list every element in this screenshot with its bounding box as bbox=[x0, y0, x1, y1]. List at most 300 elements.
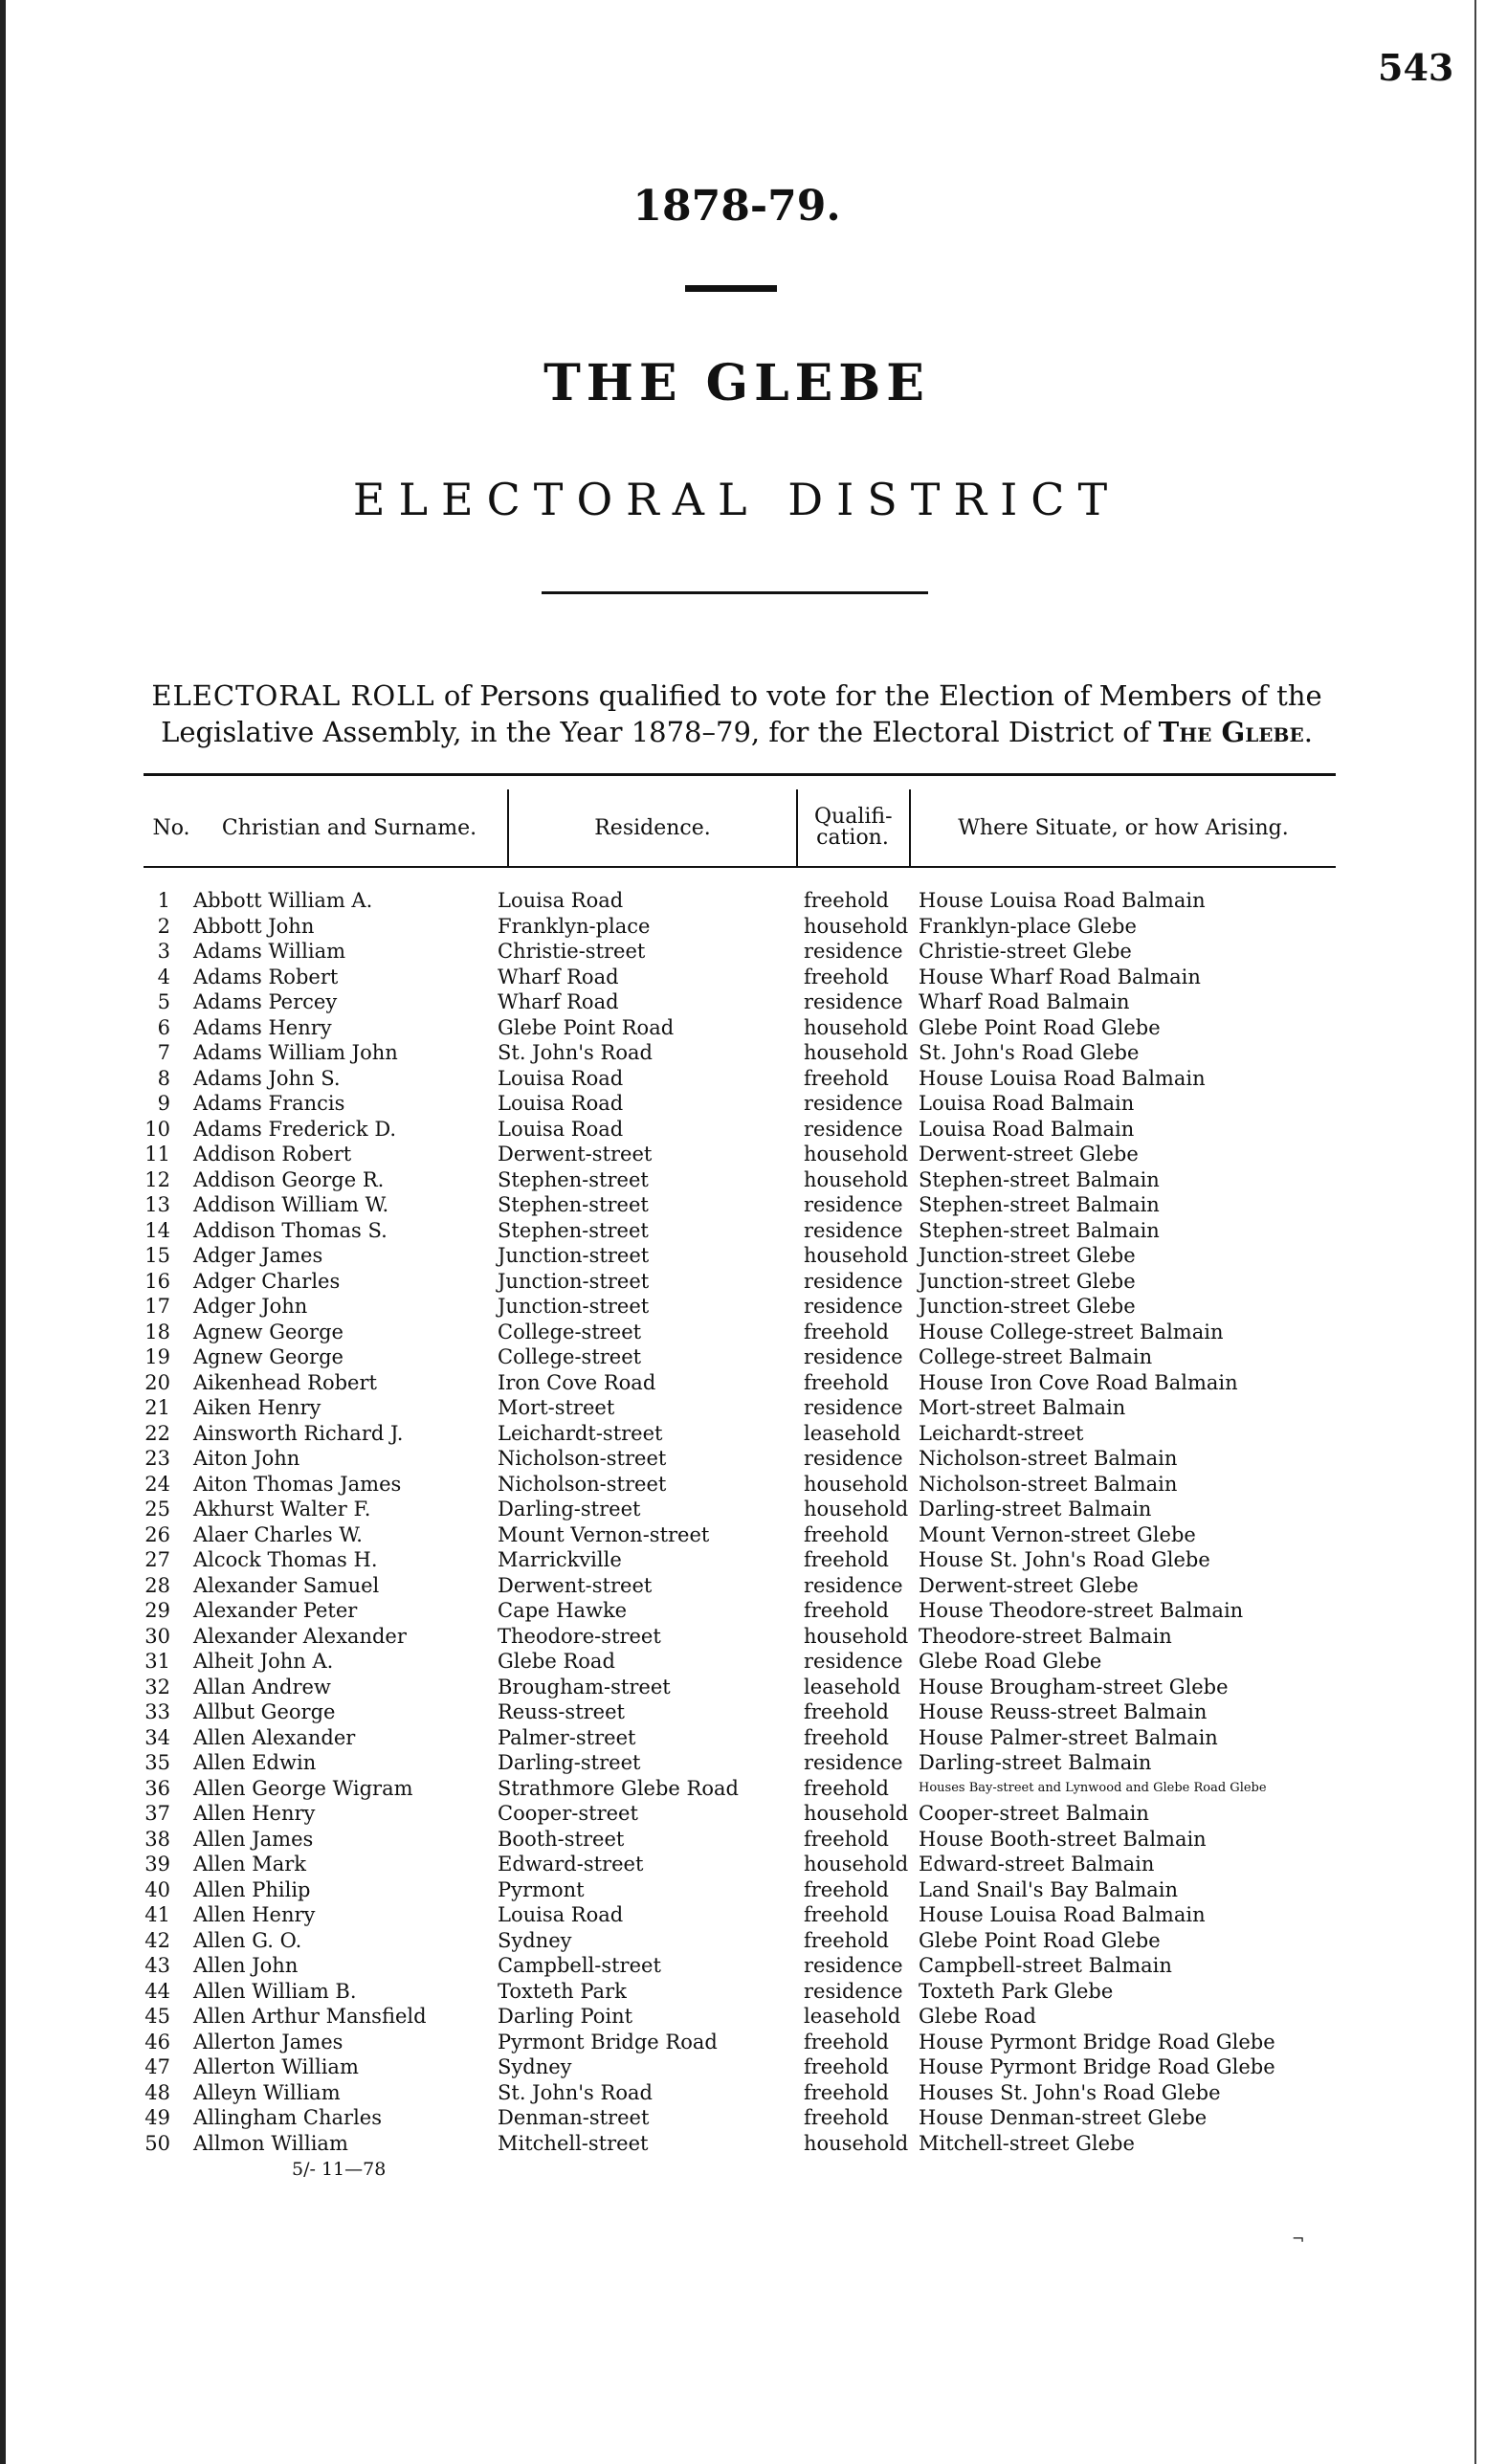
row-qualification: freehold bbox=[804, 1700, 889, 1723]
intro-text: of Persons qualified to vote for the Election of Members of the Legislative Assembly, in the Year 1878–79, for the Electoral District of bbox=[161, 679, 1322, 748]
row-number: 48 bbox=[144, 2080, 170, 2104]
row-residence: Louisa Road bbox=[498, 1117, 624, 1141]
row-where-situate: Junction-street Glebe bbox=[919, 1244, 1136, 1267]
row-qualification: household bbox=[804, 1853, 909, 1876]
row-number: 8 bbox=[157, 1066, 170, 1090]
row-number: 38 bbox=[144, 1827, 170, 1851]
table-row bbox=[0, 1675, 1474, 1700]
row-residence: Pyrmont bbox=[498, 1877, 585, 1901]
table-row bbox=[0, 1547, 1474, 1573]
row-name: Agnew George bbox=[193, 1320, 344, 1343]
row-name: Ainsworth Richard J. bbox=[193, 1421, 404, 1445]
row-number: 27 bbox=[144, 1548, 170, 1571]
row-number: 47 bbox=[144, 2055, 170, 2078]
row-residence: Booth-street bbox=[498, 1827, 625, 1851]
row-where-situate: House Denman-street Glebe bbox=[919, 2106, 1208, 2129]
row-number: 28 bbox=[144, 1573, 170, 1597]
row-residence: Denman-street bbox=[498, 2106, 650, 2129]
table-row bbox=[0, 1091, 1474, 1117]
row-residence: Derwent-street bbox=[498, 1573, 653, 1597]
row-name: Abbott John bbox=[193, 914, 315, 938]
row-where-situate: St. John's Road Glebe bbox=[919, 1041, 1140, 1064]
row-name: Alleyn William bbox=[193, 2080, 341, 2104]
table-row bbox=[0, 1979, 1474, 2005]
row-name: Allen William B. bbox=[193, 1979, 357, 2003]
table-row bbox=[0, 1649, 1474, 1675]
row-qualification: household bbox=[804, 2131, 909, 2155]
row-where-situate: Franklyn-place Glebe bbox=[919, 914, 1137, 938]
row-qualification: freehold bbox=[804, 1776, 889, 1800]
table-row bbox=[0, 1421, 1474, 1447]
row-name: Allingham Charles bbox=[193, 2106, 382, 2129]
table-row bbox=[0, 1928, 1474, 1954]
row-residence: Glebe Road bbox=[498, 1650, 615, 1673]
row-residence: Brougham-street bbox=[498, 1675, 671, 1698]
row-residence: Strathmore Glebe Road bbox=[498, 1776, 739, 1800]
row-number: 45 bbox=[144, 2005, 170, 2028]
row-qualification: freehold bbox=[804, 1548, 889, 1571]
row-number: 16 bbox=[144, 1269, 170, 1293]
row-residence: Darling Point bbox=[498, 2005, 633, 2028]
row-where-situate: House Booth-street Balmain bbox=[919, 1827, 1207, 1851]
row-name: Allen Henry bbox=[193, 1903, 316, 1926]
row-name: Adams William John bbox=[193, 1041, 398, 1064]
row-number: 10 bbox=[144, 1117, 170, 1141]
row-number: 44 bbox=[144, 1979, 170, 2003]
row-name: Adams Henry bbox=[193, 1015, 332, 1039]
row-number: 13 bbox=[144, 1193, 170, 1216]
intro-prefix: ELECTORAL ROLL bbox=[151, 679, 435, 712]
row-name: Alaer Charles W. bbox=[193, 1522, 363, 1546]
table-row bbox=[0, 2131, 1474, 2157]
row-residence: Sydney bbox=[498, 2055, 572, 2078]
row-residence: Louisa Road bbox=[498, 1903, 624, 1926]
table-row bbox=[0, 1218, 1474, 1244]
row-where-situate: Stephen-street Balmain bbox=[919, 1193, 1160, 1216]
row-number: 15 bbox=[144, 1244, 170, 1267]
row-name: Allen G. O. bbox=[193, 1928, 302, 1952]
row-where-situate: Glebe Point Road Glebe bbox=[919, 1928, 1161, 1952]
row-number: 37 bbox=[144, 1802, 170, 1825]
row-number: 29 bbox=[144, 1599, 170, 1622]
row-where-situate: Edward-street Balmain bbox=[919, 1853, 1155, 1876]
row-qualification: residence bbox=[804, 1954, 903, 1977]
row-number: 9 bbox=[157, 1092, 170, 1115]
row-residence: Stephen-street bbox=[498, 1218, 649, 1242]
table-row bbox=[0, 1852, 1474, 1877]
row-residence: Junction-street bbox=[498, 1295, 650, 1318]
row-number: 23 bbox=[144, 1447, 170, 1470]
row-where-situate: Glebe Point Road Glebe bbox=[919, 1015, 1161, 1039]
row-where-situate: Houses St. John's Road Glebe bbox=[919, 2080, 1221, 2104]
row-qualification: leasehold bbox=[804, 1675, 901, 1698]
row-number: 32 bbox=[144, 1675, 170, 1698]
row-where-situate: House College-street Balmain bbox=[919, 1320, 1224, 1343]
row-where-situate: Leichardt-street bbox=[919, 1421, 1084, 1445]
row-residence: Stephen-street bbox=[498, 1193, 649, 1216]
row-qualification: freehold bbox=[804, 1827, 889, 1851]
roll-table-body bbox=[0, 888, 1474, 2156]
row-where-situate: Derwent-street Glebe bbox=[919, 1143, 1139, 1165]
row-name: Allen Alexander bbox=[193, 1725, 356, 1749]
table-row bbox=[0, 1117, 1474, 1143]
row-name: Allen Arthur Mansfield bbox=[193, 2005, 427, 2028]
row-name: Adams Robert bbox=[193, 965, 339, 988]
row-name: Aiken Henry bbox=[193, 1396, 321, 1419]
row-number: 4 bbox=[157, 965, 170, 988]
row-number: 46 bbox=[144, 2030, 170, 2053]
row-residence: Nicholson-street bbox=[498, 1472, 667, 1496]
table-row bbox=[0, 2105, 1474, 2131]
row-qualification: leasehold bbox=[804, 1421, 901, 1445]
row-qualification: freehold bbox=[804, 1522, 889, 1546]
table-row bbox=[0, 1370, 1474, 1396]
row-qualification: freehold bbox=[804, 1877, 889, 1901]
row-number: 49 bbox=[144, 2106, 170, 2129]
table-row bbox=[0, 1522, 1474, 1548]
table-row bbox=[0, 1624, 1474, 1650]
row-where-situate: House Louisa Road Balmain bbox=[919, 1066, 1206, 1090]
row-qualification: household bbox=[804, 1041, 909, 1064]
row-where-situate: House Louisa Road Balmain bbox=[919, 889, 1206, 912]
district-subtitle: ELECTORAL DISTRICT bbox=[352, 474, 1121, 525]
row-name: Agnew George bbox=[193, 1345, 344, 1368]
row-where-situate: Stephen-street Balmain bbox=[919, 1167, 1160, 1191]
row-where-situate: Darling-street Balmain bbox=[919, 1751, 1152, 1774]
table-row bbox=[0, 1472, 1474, 1498]
row-where-situate: Darling-street Balmain bbox=[919, 1498, 1152, 1521]
row-qualification: residence bbox=[804, 940, 903, 963]
row-name: Adams Percey bbox=[193, 990, 338, 1013]
table-row bbox=[0, 2080, 1474, 2106]
header-no: No. bbox=[152, 815, 190, 840]
row-qualification: residence bbox=[804, 1751, 903, 1774]
row-qualification: residence bbox=[804, 1218, 903, 1242]
row-residence: Wharf Road bbox=[498, 990, 619, 1013]
row-qualification: residence bbox=[804, 1345, 903, 1368]
stray-mark: ¬ bbox=[1292, 2230, 1305, 2248]
title-rule bbox=[542, 591, 928, 594]
row-name: Adams Frederick D. bbox=[193, 1117, 397, 1141]
header-bottom-rule bbox=[144, 866, 1336, 868]
row-number: 34 bbox=[144, 1725, 170, 1749]
row-where-situate: Toxteth Park Glebe bbox=[919, 1979, 1114, 2003]
row-qualification: freehold bbox=[804, 1066, 889, 1090]
header-qualification-text: Qualifi-cation. bbox=[814, 805, 893, 850]
row-where-situate: Junction-street Glebe bbox=[919, 1295, 1136, 1318]
row-qualification: household bbox=[804, 1015, 909, 1039]
row-residence: Derwent-street bbox=[498, 1143, 653, 1165]
row-where-situate: Nicholson-street Balmain bbox=[919, 1472, 1178, 1496]
row-where-situate: House Louisa Road Balmain bbox=[919, 1903, 1206, 1926]
table-row bbox=[0, 1243, 1474, 1269]
table-row bbox=[0, 1598, 1474, 1624]
row-name: Allen George Wigram bbox=[193, 1776, 413, 1800]
table-row bbox=[0, 1750, 1474, 1776]
row-residence: Mort-street bbox=[498, 1396, 615, 1419]
row-residence: Mitchell-street bbox=[498, 2131, 649, 2155]
row-where-situate: House Pyrmont Bridge Road Glebe bbox=[919, 2055, 1275, 2078]
table-row bbox=[0, 1877, 1474, 1903]
table-row bbox=[0, 1699, 1474, 1725]
header-where: Where Situate, or how Arising. bbox=[958, 815, 1289, 840]
row-number: 50 bbox=[144, 2131, 170, 2155]
row-name: Addison William W. bbox=[193, 1193, 389, 1216]
row-where-situate: Houses Bay-street and Lynwood and Glebe Road Glebe bbox=[919, 1780, 1267, 1795]
row-residence: Nicholson-street bbox=[498, 1447, 667, 1470]
row-name: Allmon William bbox=[193, 2131, 348, 2155]
row-qualification: residence bbox=[804, 990, 903, 1013]
table-row bbox=[0, 1953, 1474, 1979]
roll-introduction bbox=[124, 677, 1349, 750]
row-name: Allerton William bbox=[193, 2055, 359, 2078]
table-row bbox=[0, 1066, 1474, 1092]
row-residence: Louisa Road bbox=[498, 1066, 624, 1090]
table-row bbox=[0, 888, 1474, 914]
row-residence: Louisa Road bbox=[498, 889, 624, 912]
row-where-situate: Mort-street Balmain bbox=[919, 1396, 1126, 1419]
row-residence: Reuss-street bbox=[498, 1700, 625, 1723]
table-row bbox=[0, 1725, 1474, 1751]
row-name: Akhurst Walter F. bbox=[193, 1498, 371, 1521]
row-name: Alheit John A. bbox=[193, 1650, 334, 1673]
table-row bbox=[0, 1827, 1474, 1853]
row-qualification: residence bbox=[804, 1269, 903, 1293]
row-number: 41 bbox=[144, 1903, 170, 1926]
header-residence: Residence. bbox=[594, 815, 711, 840]
row-qualification: freehold bbox=[804, 1928, 889, 1952]
row-name: Addison George R. bbox=[193, 1167, 385, 1191]
table-row bbox=[0, 1167, 1474, 1193]
row-qualification: household bbox=[804, 1143, 909, 1165]
row-name: Alexander Samuel bbox=[193, 1573, 380, 1597]
row-qualification: residence bbox=[804, 1447, 903, 1470]
row-name: Adger Charles bbox=[193, 1269, 341, 1293]
row-name: Aiton John bbox=[193, 1447, 300, 1470]
table-row bbox=[0, 2004, 1474, 2030]
table-row bbox=[0, 1395, 1474, 1421]
row-number: 35 bbox=[144, 1751, 170, 1774]
row-where-situate: House Wharf Road Balmain bbox=[919, 965, 1201, 988]
page-edge-right bbox=[1474, 0, 1476, 2464]
row-where-situate: House Brougham-street Glebe bbox=[919, 1675, 1229, 1698]
row-number: 40 bbox=[144, 1877, 170, 1901]
row-residence: College-street bbox=[498, 1345, 642, 1368]
row-where-situate: Louisa Road Balmain bbox=[919, 1092, 1135, 1115]
row-qualification: residence bbox=[804, 1295, 903, 1318]
row-qualification: residence bbox=[804, 1193, 903, 1216]
row-residence: Mount Vernon-street bbox=[498, 1522, 710, 1546]
row-number: 20 bbox=[144, 1370, 170, 1394]
row-residence: Junction-street bbox=[498, 1244, 650, 1267]
row-name: Allen Mark bbox=[193, 1853, 307, 1876]
row-number: 17 bbox=[144, 1295, 170, 1318]
row-where-situate: Louisa Road Balmain bbox=[919, 1117, 1135, 1141]
row-residence: Palmer-street bbox=[498, 1725, 636, 1749]
table-row bbox=[0, 1015, 1474, 1041]
row-residence: Pyrmont Bridge Road bbox=[498, 2030, 718, 2053]
row-qualification: household bbox=[804, 1802, 909, 1825]
row-qualification: freehold bbox=[804, 1903, 889, 1926]
row-name: Adams Francis bbox=[193, 1092, 345, 1115]
table-row bbox=[0, 1776, 1474, 1802]
row-qualification: residence bbox=[804, 1396, 903, 1419]
row-residence: Junction-street bbox=[498, 1269, 650, 1293]
row-qualification: household bbox=[804, 914, 909, 938]
row-residence: Iron Cove Road bbox=[498, 1370, 656, 1394]
row-qualification: household bbox=[804, 1624, 909, 1648]
row-residence: Toxteth Park bbox=[498, 1979, 627, 2003]
row-number: 42 bbox=[144, 1928, 170, 1952]
row-where-situate: Mitchell-street Glebe bbox=[919, 2131, 1135, 2155]
row-number: 6 bbox=[157, 1015, 170, 1039]
row-where-situate: Cooper-street Balmain bbox=[919, 1802, 1149, 1825]
table-row bbox=[0, 1142, 1474, 1167]
row-number: 21 bbox=[144, 1396, 170, 1419]
table-row bbox=[0, 989, 1474, 1015]
row-number: 3 bbox=[157, 940, 170, 963]
row-name: Alexander Alexander bbox=[193, 1624, 407, 1648]
table-row bbox=[0, 965, 1474, 990]
intro-district: The Glebe bbox=[1158, 716, 1304, 748]
row-name: Addison Thomas S. bbox=[193, 1218, 388, 1242]
row-qualification: freehold bbox=[804, 2080, 889, 2104]
row-where-situate: Mount Vernon-street Glebe bbox=[919, 1522, 1196, 1546]
row-residence: Leichardt-street bbox=[498, 1421, 663, 1445]
row-number: 43 bbox=[144, 1954, 170, 1977]
row-qualification: freehold bbox=[804, 889, 889, 912]
table-row bbox=[0, 1344, 1474, 1370]
row-qualification: residence bbox=[804, 1573, 903, 1597]
row-residence: Louisa Road bbox=[498, 1092, 624, 1115]
row-residence: Wharf Road bbox=[498, 965, 619, 988]
row-name: Allen Philip bbox=[193, 1877, 311, 1901]
row-where-situate: College-street Balmain bbox=[919, 1345, 1153, 1368]
row-qualification: residence bbox=[804, 1650, 903, 1673]
row-qualification: freehold bbox=[804, 2106, 889, 2129]
row-number: 11 bbox=[144, 1143, 170, 1165]
header-name: Christian and Surname. bbox=[221, 815, 477, 840]
row-residence: Edward-street bbox=[498, 1853, 644, 1876]
row-where-situate: Nicholson-street Balmain bbox=[919, 1447, 1178, 1470]
row-qualification: freehold bbox=[804, 2030, 889, 2053]
row-number: 36 bbox=[144, 1776, 170, 1800]
row-name: Alcock Thomas H. bbox=[193, 1548, 378, 1571]
row-number: 5 bbox=[157, 990, 170, 1013]
row-residence: Darling-street bbox=[498, 1498, 641, 1521]
table-row bbox=[0, 1294, 1474, 1320]
row-name: Allerton James bbox=[193, 2030, 344, 2053]
intro-suffix: . bbox=[1303, 716, 1313, 748]
row-residence: Glebe Point Road bbox=[498, 1015, 675, 1039]
row-name: Allen Henry bbox=[193, 1802, 316, 1825]
row-name: Aiton Thomas James bbox=[193, 1472, 402, 1496]
row-where-situate: Land Snail's Bay Balmain bbox=[919, 1877, 1179, 1901]
table-row bbox=[0, 939, 1474, 965]
table-row bbox=[0, 2030, 1474, 2055]
row-where-situate: Glebe Road Glebe bbox=[919, 1650, 1102, 1673]
row-where-situate: Junction-street Glebe bbox=[919, 1269, 1136, 1293]
row-number: 26 bbox=[144, 1522, 170, 1546]
district-title: THE GLEBE bbox=[543, 354, 930, 412]
row-residence: St. John's Road bbox=[498, 1041, 653, 1064]
row-name: Allen Edwin bbox=[193, 1751, 317, 1774]
row-residence: Theodore-street bbox=[498, 1624, 661, 1648]
row-number: 30 bbox=[144, 1624, 170, 1648]
table-row bbox=[0, 2054, 1474, 2080]
row-qualification: freehold bbox=[804, 1320, 889, 1343]
row-residence: St. John's Road bbox=[498, 2080, 653, 2104]
header-qualification bbox=[798, 789, 907, 866]
row-residence: Stephen-street bbox=[498, 1167, 649, 1191]
row-where-situate: Wharf Road Balmain bbox=[919, 990, 1130, 1013]
row-qualification: household bbox=[804, 1498, 909, 1521]
row-name: Allen James bbox=[193, 1827, 314, 1851]
table-header bbox=[144, 789, 1336, 866]
row-where-situate: House Pyrmont Bridge Road Glebe bbox=[919, 2030, 1275, 2053]
row-name: Adams John S. bbox=[193, 1066, 341, 1090]
row-where-situate: Campbell-street Balmain bbox=[919, 1954, 1172, 1977]
row-number: 33 bbox=[144, 1700, 170, 1723]
row-name: Addison Robert bbox=[193, 1143, 352, 1165]
table-row bbox=[0, 1801, 1474, 1827]
row-residence: Christie-street bbox=[498, 940, 646, 963]
row-number: 2 bbox=[157, 914, 170, 938]
row-name: Allen John bbox=[193, 1954, 299, 1977]
row-qualification: freehold bbox=[804, 1370, 889, 1394]
row-where-situate: Christie-street Glebe bbox=[919, 940, 1132, 963]
row-number: 1 bbox=[157, 889, 170, 912]
table-row bbox=[0, 1497, 1474, 1522]
row-where-situate: Glebe Road bbox=[919, 2005, 1036, 2028]
roll-year: 1878-79. bbox=[632, 182, 841, 231]
row-qualification: residence bbox=[804, 1092, 903, 1115]
page-number: 543 bbox=[1378, 46, 1454, 89]
row-where-situate: House Palmer-street Balmain bbox=[919, 1725, 1218, 1749]
row-number: 19 bbox=[144, 1345, 170, 1368]
row-qualification: freehold bbox=[804, 965, 889, 988]
row-residence: Darling-street bbox=[498, 1751, 641, 1774]
row-number: 22 bbox=[144, 1421, 170, 1445]
row-where-situate: House St. John's Road Glebe bbox=[919, 1548, 1210, 1571]
row-where-situate: House Reuss-street Balmain bbox=[919, 1700, 1208, 1723]
row-qualification: residence bbox=[804, 1979, 903, 2003]
row-residence: Sydney bbox=[498, 1928, 572, 1952]
row-qualification: household bbox=[804, 1472, 909, 1496]
row-residence: College-street bbox=[498, 1320, 642, 1343]
row-residence: Cape Hawke bbox=[498, 1599, 628, 1622]
row-residence: Campbell-street bbox=[498, 1954, 661, 1977]
row-where-situate: Stephen-street Balmain bbox=[919, 1218, 1160, 1242]
row-number: 39 bbox=[144, 1853, 170, 1876]
row-number: 24 bbox=[144, 1472, 170, 1496]
row-qualification: freehold bbox=[804, 1725, 889, 1749]
row-number: 12 bbox=[144, 1167, 170, 1191]
row-qualification: household bbox=[804, 1167, 909, 1191]
row-residence: Marrickville bbox=[498, 1548, 622, 1571]
row-name: Aikenhead Robert bbox=[193, 1370, 377, 1394]
table-row bbox=[0, 914, 1474, 940]
row-name: Allbut George bbox=[193, 1700, 336, 1723]
row-where-situate: House Theodore-street Balmain bbox=[919, 1599, 1244, 1622]
row-number: 18 bbox=[144, 1320, 170, 1343]
print-code: 5/- 11—78 bbox=[292, 2159, 387, 2180]
table-row bbox=[0, 1573, 1474, 1599]
row-number: 25 bbox=[144, 1498, 170, 1521]
row-number: 14 bbox=[144, 1218, 170, 1242]
table-row bbox=[0, 1040, 1474, 1066]
short-rule bbox=[685, 285, 777, 292]
